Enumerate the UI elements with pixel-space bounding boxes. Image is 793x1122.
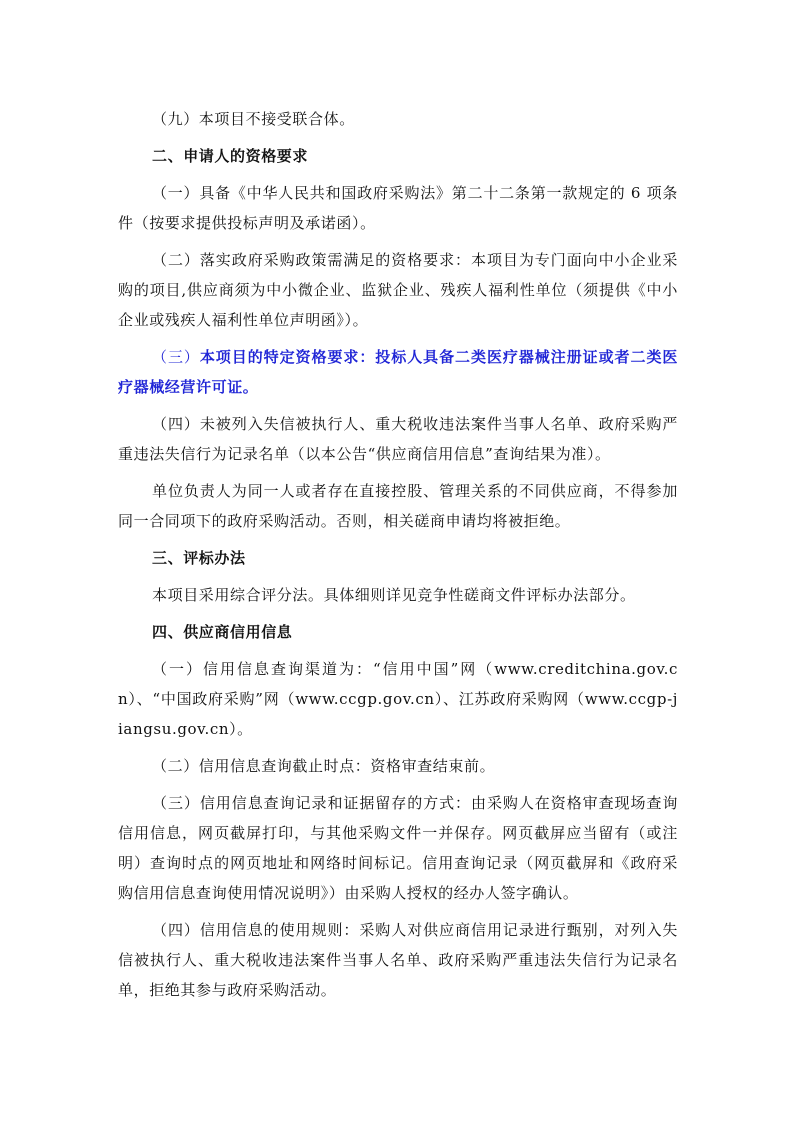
qualification-item-4: （四）未被列入失信被执行人、重大税收违法案件当事人名单、政府采购严重违法失信行为记录名单（以本公告“供应商信用信息”查询结果为准）。 (118, 415, 678, 463)
qualification-note: 单位负责人为同一人或者存在直接控股、管理关系的不同供应商，不得参加同一合同项下的政府采购活动。否则，相关磋商申请均将被拒绝。 (118, 482, 678, 530)
document-body (118, 104, 678, 1012)
section-heading-evaluation: 三、评标办法 (152, 549, 246, 567)
credit-item-2: （二）信用信息查询截止时点：资格审查结束前。 (152, 757, 496, 775)
section-heading-qualifications: 二、申请人的资格要求 (152, 147, 309, 165)
qualification-item-3-prefix: （三） (152, 348, 200, 366)
qualification-item-3 (118, 342, 678, 402)
item-no-consortium: （九）本项目不接受联合体。 (152, 110, 355, 128)
qualification-item-2: （二）落实政府采购政策需满足的资格要求：本项目为专门面向中小企业采购的项目,供应商须为中小微企业、监狱企业、残疾人福利性单位（须提供《中小企业或残疾人福利性单位声明函》）。 (118, 251, 678, 329)
credit-item-4: （四）信用信息的使用规则：采购人对供应商信用记录进行甄别，对列入失信被执行人、重大税收违法案件当事人名单、政府采购严重违法失信行为记录名单，拒绝其参与政府采购活动。 (118, 921, 678, 999)
credit-item-1: （一）信用信息查询渠道为：“信用中国”网（www.creditchina.gov.cn）、“中国政府采购”网（www.ccgp.gov.cn）、江苏政府采购网（www.ccgp-jiangsu.gov.cn）。 (118, 660, 678, 738)
credit-item-3: （三）信用信息查询记录和证据留存的方式：由采购人在资格审查现场查询信用信息，网页截屏打印，与其他采购文件一并保存。网页截屏应当留有（或注明）查询时点的网页地址和网络时间标记。信用查询记录（网页截屏和《政府采购信用信息查询使用情况说明》）由采购人授权的经办人签字确认。 (118, 794, 678, 902)
section-heading-credit-info: 四、供应商信用信息 (152, 623, 293, 641)
evaluation-method: 本项目采用综合评分法。具体细则详见竞争性磋商文件评标办法部分。 (152, 586, 636, 604)
qualification-item-3-text: 本项目的特定资格要求：投标人具备二类医疗器械注册证或者二类医疗器械经营许可证。 (118, 348, 678, 396)
qualification-item-1: （一）具备《中华人民共和国政府采购法》第二十二条第一款规定的 6 项条件（按要求提供投标声明及承诺函）。 (118, 184, 678, 232)
